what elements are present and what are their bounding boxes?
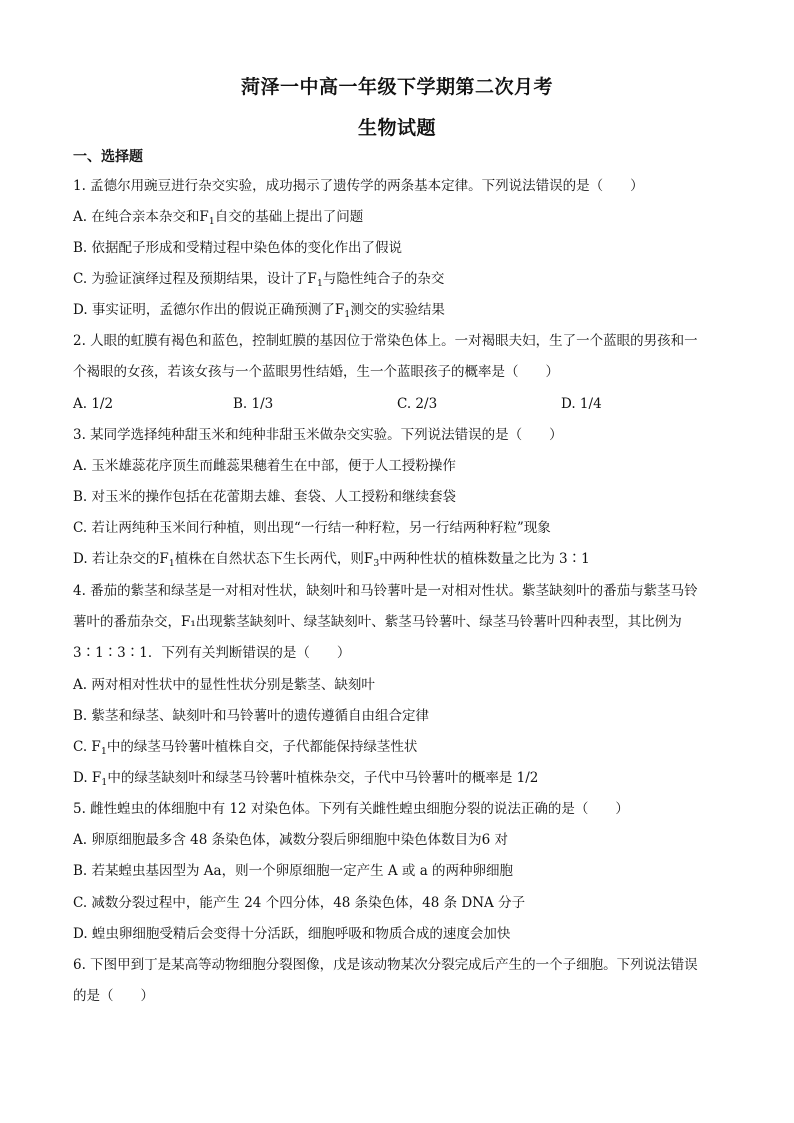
question-1-stem: 1. 孟德尔用豌豆进行杂交实验，成功揭示了遗传学的两条基本定律。下列说法错误的是（ ） [73,178,644,194]
question-4-stem-line-2: 薯叶的番茄杂交，F₁出现紫茎缺刻叶、绿茎缺刻叶、紫茎马铃薯叶、绿茎马铃薯叶四种表型，其比例为 [73,614,682,630]
question-3-option-b: B. 对玉米的操作包括在花蕾期去雄、套袋、人工授粉和继续套袋 [73,489,457,505]
question-6-stem-line-2: 的是（ ） [73,988,154,1004]
exam-title: 菏泽一中高一年级下学期第二次月考 [240,76,553,98]
question-2-choice-d: D. 1/4 [561,396,602,412]
question-2-stem-line-2: 个褐眼的女孩，若该女孩与一个蓝眼男性结婚，生一个蓝眼孩子的概率是（ ） [73,364,559,380]
question-2-choice-c: C. 2/3 [397,396,438,412]
question-5-option-d: D. 蝗虫卵细胞受精后会变得十分活跃，细胞呼吸和物质合成的速度会加快 [73,926,511,942]
section-heading: 一、选择题 [73,149,143,165]
question-4-option-a: A. 两对相对性状中的显性性状分别是紫茎、缺刻叶 [73,677,375,693]
question-2-stem-line-1: 2. 人眼的虹膜有褐色和蓝色，控制虹膜的基因位于常染色体上。一对褐眼夫妇，生了一个蓝眼的男孩和一 [73,333,698,349]
question-4-option-b: B. 紫茎和绿茎、缺刻叶和马铃薯叶的遗传遵循自由组合定律 [73,708,430,724]
question-4-option-d: D. $F_1$中的绿茎缺刻叶和绿茎马铃薯叶植株杂交，子代中马铃薯叶的概率是 1/2 [73,770,539,788]
question-1-option-c: C. 为验证演绎过程及预期结果，设计了$F_1$与隐性纯合子的杂交 [73,271,445,289]
question-2-choice-b: B. 1/3 [233,396,274,412]
question-5-stem: 5. 雌性蝗虫的体细胞中有 12 对染色体。下列有关雌性蝗虫细胞分裂的说法正确的是（ ） [73,801,629,817]
question-5-option-a: A. 卵原细胞最多含 48 条染色体，减数分裂后卵细胞中染色体数目为6 对 [73,832,508,848]
question-3-option-a: A. 玉米雄蕊花序顶生而雌蕊果穗着生在中部，便于人工授粉操作 [73,458,456,474]
question-3-stem: 3. 某同学选择纯种甜玉米和纯种非甜玉米做杂交实验。下列说法错误的是（ ） [73,427,563,443]
question-4-option-c: C. $F_1$中的绿茎马铃薯叶植株自交，子代都能保持绿茎性状 [73,739,418,757]
question-1-option-d: D. 事实证明，孟德尔作出的假说正确预测了$F_1$测交的实验结果 [73,302,445,320]
question-3-option-c: C. 若让两纯种玉米间行种植，则出现“一行结一种籽粒，另一行结两种籽粒”现象 [73,520,551,536]
question-4-stem-line-3: 3∶1∶3∶1．下列有关判断错误的是（ ） [73,645,351,661]
question-5-option-c: C. 减数分裂过程中，能产生 24 个四分体，48 条染色体，48 条 DNA 分子 [73,895,526,911]
question-6-stem-line-1: 6. 下图甲到丁是某高等动物细胞分裂图像，戊是该动物某次分裂完成后产生的一个子细胞。下列说法错误 [73,957,698,973]
question-2-choice-a: A. 1/2 [73,396,114,412]
question-5-option-b: B. 若某蝗虫基因型为 Aa，则一个卵原细胞一定产生 A 或 a 的两种卵细胞 [73,863,514,879]
question-4-stem-line-1: 4. 番茄的紫茎和绿茎是一对相对性状，缺刻叶和马铃薯叶是一对相对性状。紫茎缺刻叶的番茄与紫茎马铃 [73,583,698,599]
question-1-option-a: A. 在纯合亲本杂交和$F_1$自交的基础上提出了问题 [73,209,364,227]
question-3-option-d: D. 若让杂交的$F_1$植株在自然状态下生长两代，则$F_3$中两种性状的植株数量之比为 3∶1 [73,551,590,569]
question-1-option-b: B. 依据配子形成和受精过程中染色体的变化作出了假说 [73,240,403,256]
exam-subtitle: 生物试题 [357,117,436,139]
